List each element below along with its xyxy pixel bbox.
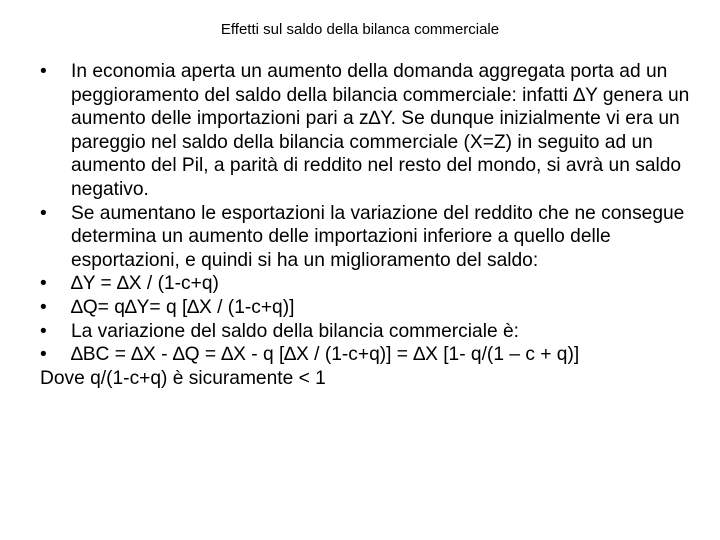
bullet-item bbox=[40, 343, 708, 367]
bullet-marker: • bbox=[40, 296, 47, 318]
bullet-item bbox=[40, 202, 708, 273]
bullet-item bbox=[40, 60, 708, 202]
bullet-marker: • bbox=[40, 61, 47, 82]
formula-delta-bc: ∆BC = ∆X - ∆Q = ∆X - q [∆X / (1-c+q)] = ∆X [1- q/(1 – c + q)] bbox=[71, 344, 580, 366]
slide-body bbox=[40, 60, 708, 390]
closing-line: Dove q/(1-c+q) è sicuramente < 1 bbox=[40, 367, 326, 389]
bullet-text: La variazione del saldo della bilancia commerciale è: bbox=[71, 320, 519, 342]
bullet-text: In economia aperta un aumento della domanda aggregata porta ad un peggioramento del saldo della bilancia commerciale: infatti ∆Y genera un aumento delle importazioni pari a z∆Y. Se dunque inizialmente vi era un pareggio nel saldo della bilancia commerciale (X=Z) in seguito ad un aumento del Pil, a parità di reddito nel resto del mondo, si avrà un saldo negativo. bbox=[71, 61, 690, 200]
bullet-item bbox=[40, 320, 708, 344]
bullet-item bbox=[40, 272, 708, 296]
formula-delta-y: ∆Y = ∆X / (1-c+q) bbox=[71, 273, 219, 295]
slide-title: Effetti sul saldo della bilanca commerciale bbox=[220, 21, 500, 38]
bullet-marker: • bbox=[40, 344, 47, 366]
bullet-marker: • bbox=[40, 320, 47, 342]
bullet-marker: • bbox=[40, 202, 47, 224]
bullet-text: Se aumentano le esportazioni la variazione del reddito che ne consegue determina un aumento delle importazioni inferiore a quello delle esportazioni, e quindi si ha un miglioramento del saldo: bbox=[71, 202, 685, 271]
bullet-marker: • bbox=[40, 273, 47, 295]
formula-delta-q: ∆Q= q∆Y= q [∆X / (1-c+q)] bbox=[71, 296, 295, 318]
bullet-item bbox=[40, 296, 708, 320]
